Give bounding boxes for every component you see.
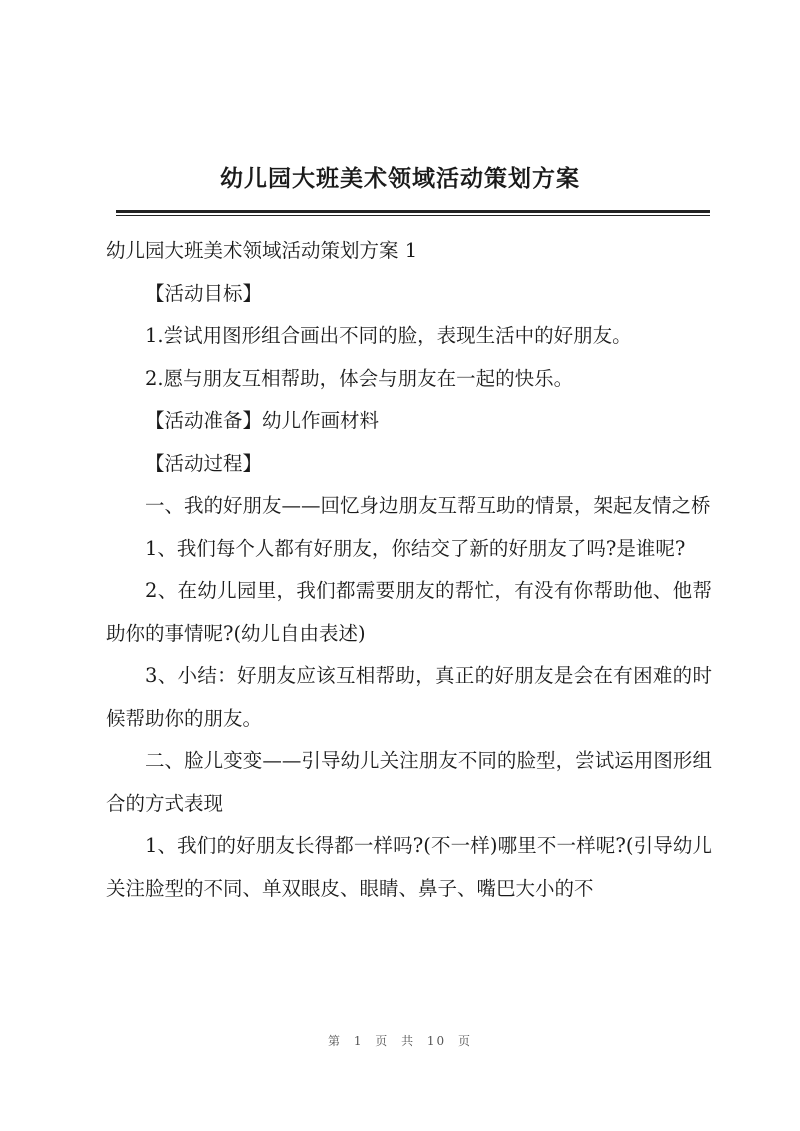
page-footer: 第 1 页 共 10 页	[328, 1034, 472, 1048]
paragraph: 二、脸儿变变——引导幼儿关注朋友不同的脸型，尝试运用图形组合的方式表现	[106, 749, 712, 815]
paragraph: 2.愿与朋友互相帮助，体会与朋友在一起的快乐。	[145, 366, 574, 390]
paragraph: 【活动目标】	[145, 281, 263, 305]
paragraph: 3、小结：好朋友应该互相帮助，真正的好朋友是会在有困难的时候帮助你的朋友。	[106, 664, 712, 730]
document-body	[106, 230, 712, 910]
title-divider-thick	[116, 210, 710, 213]
document-title: 幼儿园大班美术领域活动策划方案	[220, 165, 580, 192]
paragraph: 1、我们每个人都有好朋友，你结交了新的好朋友了吗?是谁呢?	[145, 536, 686, 560]
section-heading: 幼儿园大班美术领域活动策划方案 1	[106, 239, 418, 262]
paragraph: 1、我们的好朋友长得都一样吗?(不一样)哪里不一样呢?(引导幼儿关注脸型的不同、单双眼皮、眼睛、鼻子、嘴巴大小的不	[106, 834, 712, 900]
paragraph: 1.尝试用图形组合画出不同的脸，表现生活中的好朋友。	[145, 324, 632, 347]
title-divider-thin	[116, 215, 710, 216]
paragraph: 【活动准备】幼儿作画材料	[145, 409, 380, 432]
paragraph: 【活动过程】	[145, 451, 263, 475]
paragraph: 一、我的好朋友——回忆身边朋友互帮互助的情景，架起友情之桥	[145, 494, 711, 517]
paragraph: 2、在幼儿园里，我们都需要朋友的帮忙，有没有你帮助他、他帮助你的事情呢?(幼儿自由表述)	[106, 579, 712, 645]
